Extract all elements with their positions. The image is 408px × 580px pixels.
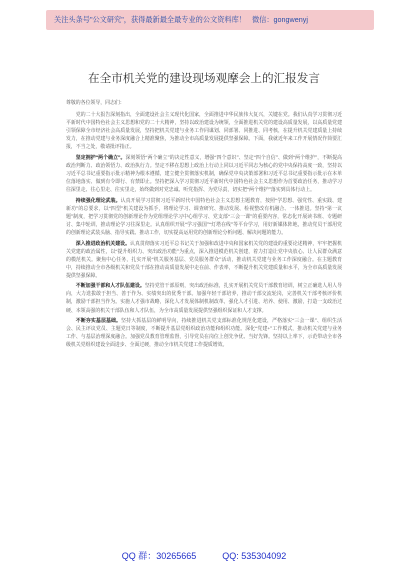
paragraph-lead: 坚定拥护“两个确立”。 [75,155,126,161]
banner-main-text: 关注头条号"公文研究"，获得最新最全最专业的公文资料库！ [54,15,246,24]
paragraph [66,112,342,152]
banner-wechat-text: 微信：gongwenyj [251,15,308,24]
paragraph-text: 坚持大抓基层的鲜明导向，持续推进机关党支部标准化规范化建设，严格落实“三会一课”、组织生活会、民主评议党员、主题党日等制度，不断提升基层党组织政治功能和组织功能。深化“党建+”工作模式，推动机关党建与业务工作、与基层治理深度融合。加强党员教育管理监督，引导党员在岗位上创先争优、当好先锋。坚持以上率下，示范带动全市各级机关党组织建设全面进步、全面过硬，推动全市机关党建工作提质增效。 [66,319,342,349]
paragraph-lead: 持续强化理论武装。 [75,198,121,204]
paragraph-text: 党的二十大报告深刻指出，全面建设社会主义现代化国家，全面推进中华民族伟大复兴，关键在党。我们认真学习贯彻习近平新时代中国特色社会主义思想和党的二十大精神，坚持以政治建设为统领，全面推进机关党的建设高质量发展，以高质量党建引领保障全市经济社会高质量发展，坚持把机关党建与业务工作同谋划、同部署、同推进、同考核，在提升机关党建质量上持续发力，在推动党建与业务深度融合上精准聚焦，为推动全市高质量发展提供坚强保障。下面，我就近年来工作开展情况作简要汇报，不当之处，敬请批评指正。 [66,113,342,151]
paragraph [66,155,342,195]
paragraph-lead: 深入推进政治机关建设。 [75,241,131,247]
greeting: 尊敬的各位领导，同志们： [66,101,125,106]
page-title: 在全市机关党的建设现场观摩会上的汇报发言 [88,72,320,85]
qq-number-text: QQ: 535304092 [222,551,287,561]
paragraph-lead: 不断加强干部和人才队伍建设。 [75,284,145,290]
paragraph [66,198,342,238]
paragraph-text: 认真开展学习贯彻习近平新时代中国特色社会主义思想主题教育，按照“学思想、强党性、重实践、建新功”的总要求，以“四型”机关建设为抓手，将理论学习、调查研究、推动发展、检视整改有机融合、一体推进。坚持“第一议题”制度，把学习贯彻党的创新理论作为党组理论学习中心组学习、党支部“三会一课”的重要内容，常态化开展读书班、专题研讨、集中轮训，推动理论学习往深里走。认真组织开展“学习强国”“灯塔在线”等平台学习，用好新媒体阵地，推动党员干部用党的创新理论武装头脑、指导实践、推动工作，切实提高运用党的创新理论分析问题、解决问题的能力。 [66,198,342,236]
paragraph [66,318,342,350]
paragraph-text: 深刻领悟“两个确立”的决定性意义，增强“四个意识”、坚定“四个自信”、做到“两个维护”，不断提高政治判断力、政治领悟力、政治执行力。坚定不移在思想上政治上行动上同以习近平同志为核心的党中央保持高度一致，坚持以习近平总书记重要指示批示精神为根本遵循，建立健全贯彻落实机制，确保党中央决策部署和习近平总书记重要指示批示在本单位落地落实、做到有令即行、有禁即止。坚持把深入学习贯彻习近平新时代中国特色社会主义思想作为首要政治任务，推动学习往深里走、往心里走、往实里走，始终做到对党忠诚、听党指挥、为党尽责，切实把“两个维护”落实到具体行动上。 [66,155,342,194]
paragraph [66,241,342,281]
paragraph-text: 坚持党管干部原则，突出政治标准，扎实开展机关党员干部教育培训，树立正确选人用人导向，大力选拔敢于担当、善于作为、实绩突出的优秀干部。加强年轻干部培养，推动干部交流轮岗，完善机关干部考核评价机制，激励干部担当作为。实施人才强市战略，深化人才发展体制机制改革，强化人才引进、培养、使用、激励，打造一支政治过硬、本领高强的机关干部队伍和人才队伍，为全市高质量发展提供坚强组织保证和人才支撑。 [66,284,342,314]
paragraph-lead: 不断夯实基层基础。 [75,319,122,325]
document-body [66,100,342,350]
paragraph [66,283,342,315]
top-banner [46,10,374,30]
paragraph-text: 认真贯彻落实习近平总书记关于加强和改进中央和国家机关党的建设的重要论述精神，牢牢把握机关党建的政治属性，以“提升组织力、突出政治功能”为重点，深入推进模范机关创建，着力打造让党中央放心、让人民群众满意的模范机关。聚焦中心任务，扎实开展“机关服务基层、党员服务群众”活动，推动机关党建与业务工作深度融合。在主题教育中，持续推动全市各级机关和党员干部在推动高质量发展中走在前、作表率，不断提升机关党建质量和水平，为全市高质量发展提供坚强保障。 [66,241,342,279]
footer-contact [0,549,408,562]
qq-group-text: QQ 群：30265665 [121,551,197,561]
